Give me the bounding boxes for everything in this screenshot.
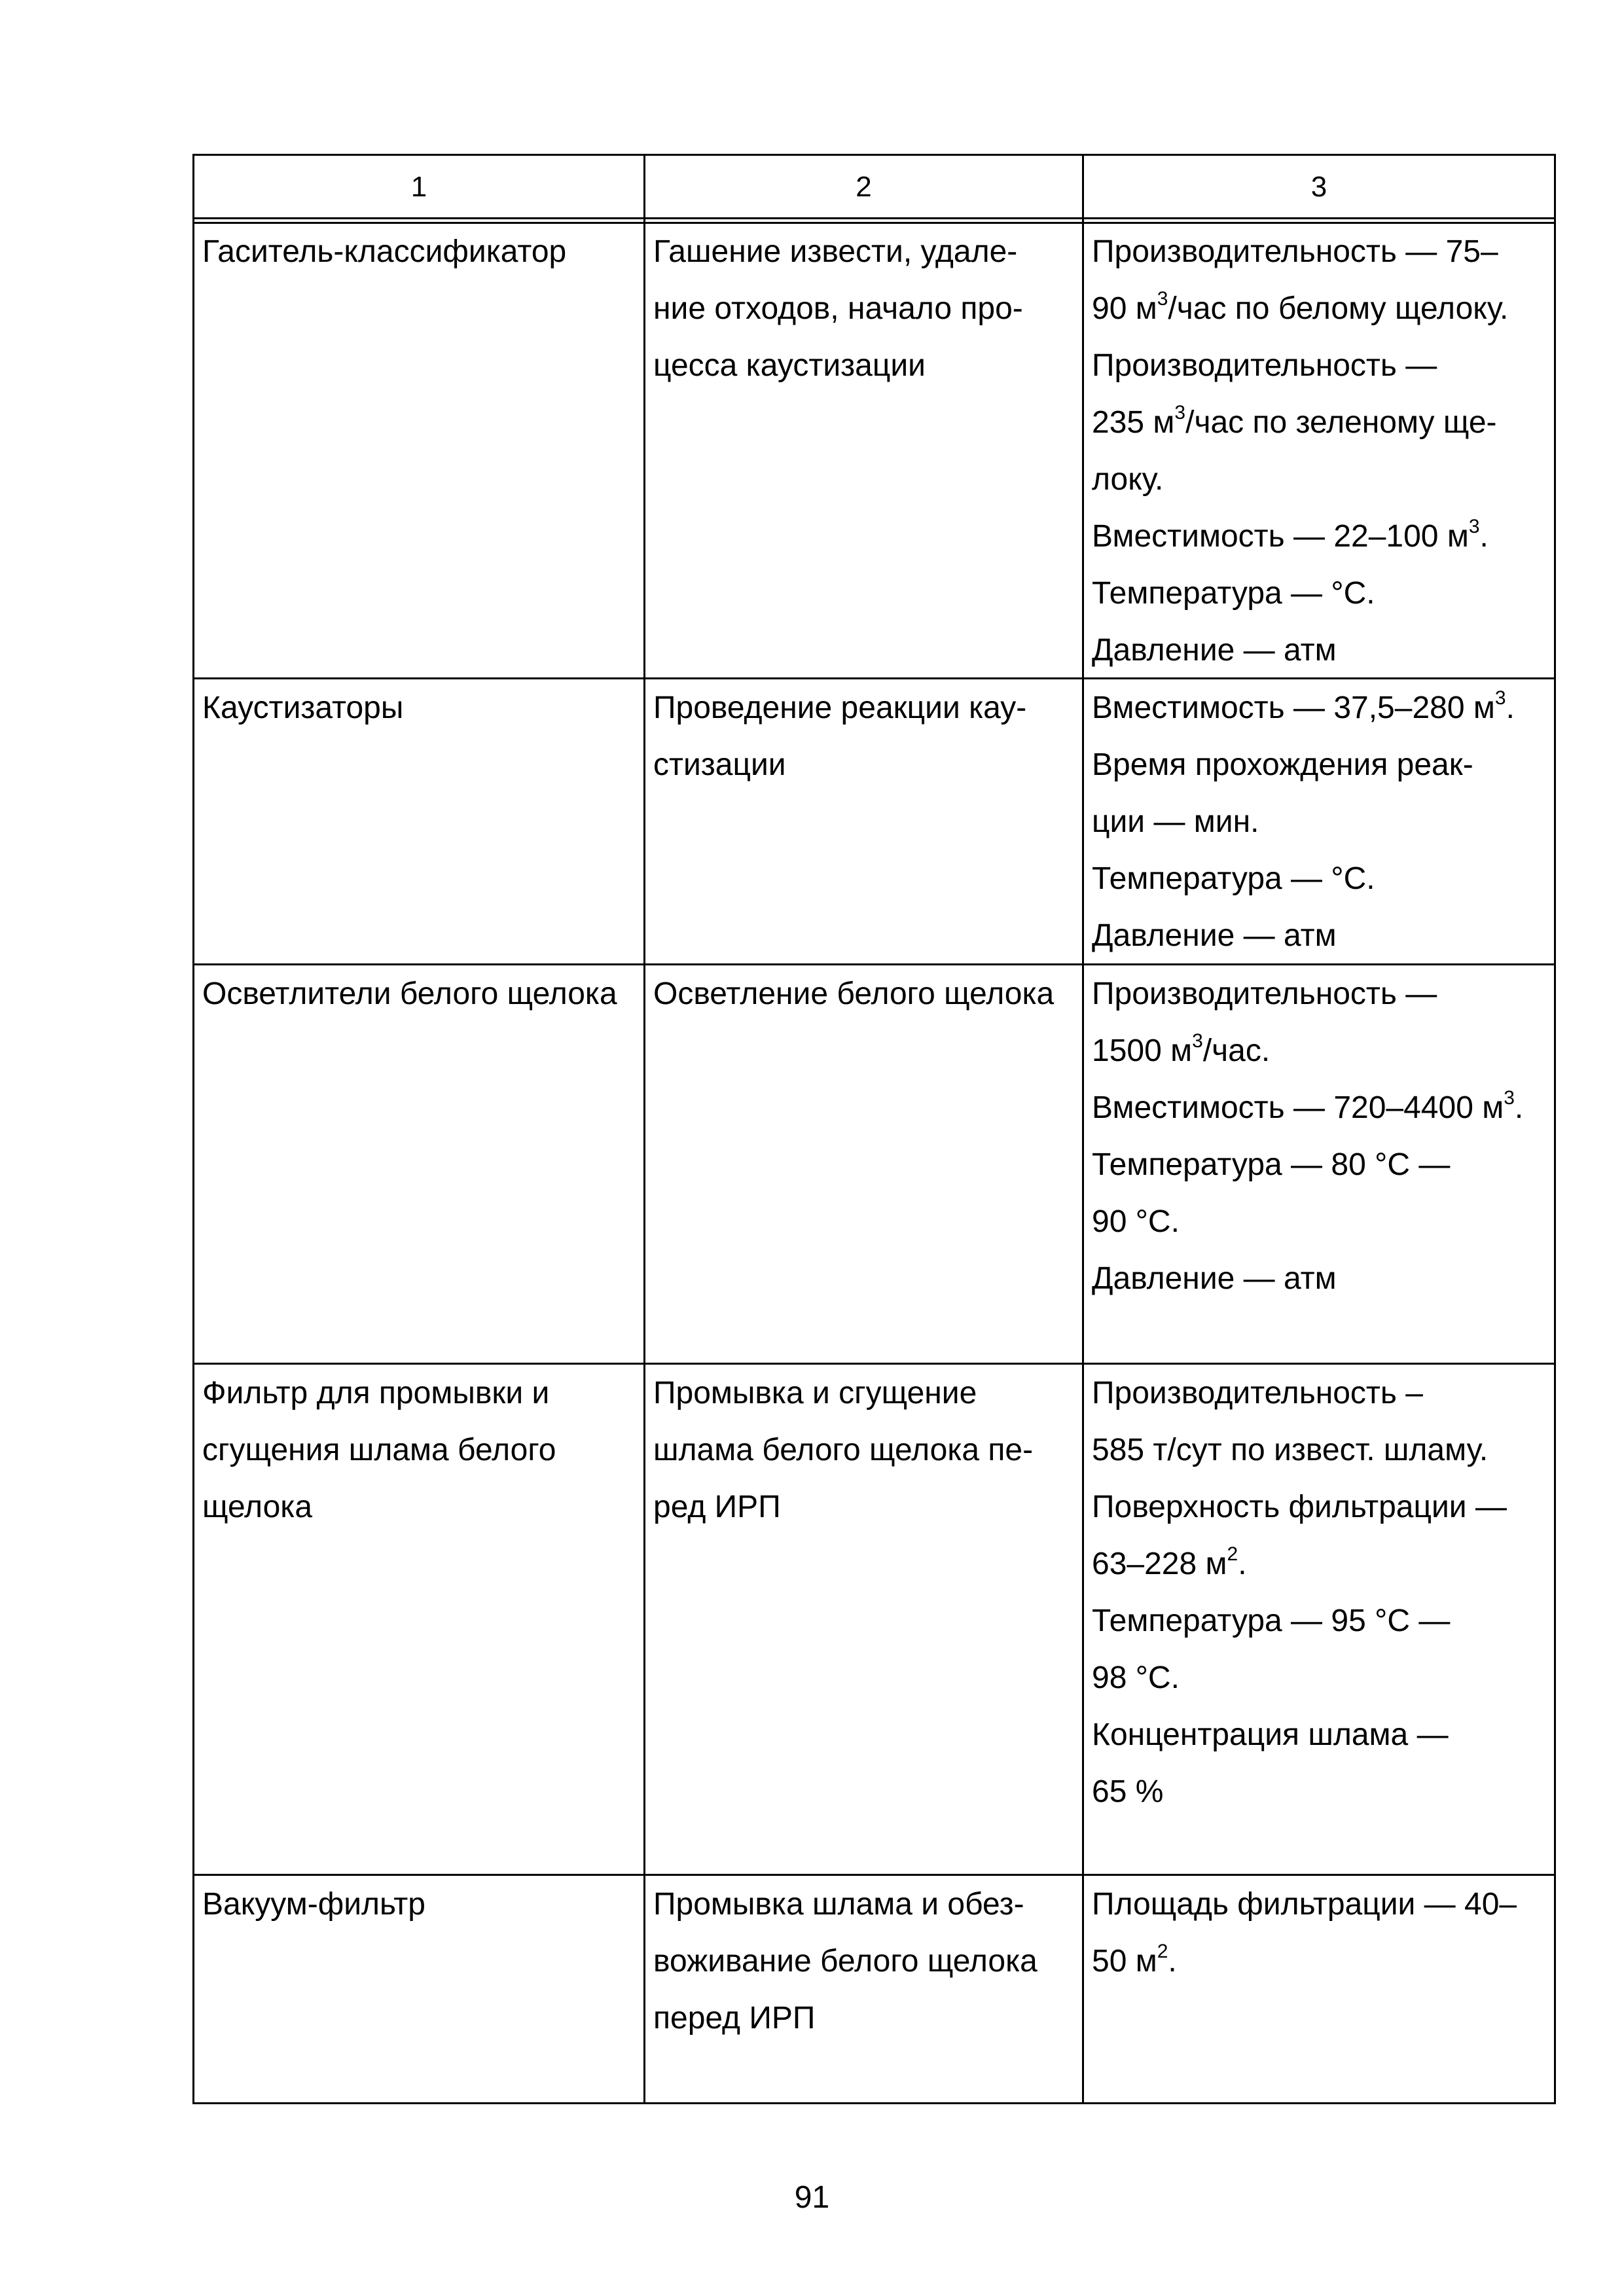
cell-line: Осветлители белого щелока — [202, 977, 617, 1011]
header-cell-2: 2 — [856, 171, 872, 203]
line-text: Производительность — — [1092, 348, 1437, 383]
line-text: 50 м — [1092, 1944, 1157, 1979]
row-4-col-3 — [1092, 1365, 1507, 1820]
line-text: ции — мин. — [1092, 804, 1259, 839]
row-5-col-1 — [202, 1876, 425, 1933]
row-4-col-1 — [202, 1365, 556, 1535]
line-text: Концентрация шлама — — [1092, 1717, 1449, 1752]
line-text: Вместимость — 22–100 м — [1092, 519, 1469, 554]
cell-line: Гаситель-классификатор — [202, 234, 567, 269]
cell-line — [1092, 793, 1515, 850]
line-text: Поверхность фильтрации — — [1092, 1490, 1507, 1524]
cell-line: Проведение реакции кау- — [653, 691, 1027, 725]
cell-line: сгущения шлама белого — [202, 1433, 556, 1467]
row-1-col-1 — [202, 223, 566, 280]
row-3-col-2 — [653, 965, 1054, 1022]
row-3-col-3 — [1092, 965, 1523, 1307]
cell-line — [1092, 1535, 1507, 1592]
line-text: 90 м — [1092, 291, 1157, 326]
cell-line: Промывка и сгущение — [653, 1376, 977, 1410]
line-text: Температура — 80 °С — — [1092, 1147, 1451, 1182]
line-text-after: . — [1479, 519, 1489, 554]
cell-line: Гашение извести, удале- — [653, 234, 1018, 269]
row-2-col-1 — [202, 679, 403, 736]
line-text: 65 % — [1092, 1774, 1164, 1809]
superscript: 2 — [1227, 1543, 1238, 1565]
cell-line — [1092, 907, 1515, 964]
line-text-after: . — [1168, 1944, 1177, 1979]
cell-line: Промывка шлама и обез- — [653, 1887, 1024, 1922]
cell-line — [1092, 1649, 1507, 1706]
line-text: 1500 м — [1092, 1033, 1193, 1068]
cell-line — [1092, 1079, 1523, 1136]
cell-line — [1092, 451, 1508, 508]
column-divider — [1082, 154, 1084, 2104]
cell-line — [1092, 1479, 1507, 1535]
table-left-border — [192, 154, 194, 2104]
cell-line: щелока — [202, 1490, 313, 1524]
line-text: Температура — °С. — [1092, 861, 1375, 896]
cell-line — [1092, 223, 1508, 280]
row-5-col-2 — [653, 1876, 1038, 2047]
line-text-after: /час по зеленому ще- — [1185, 405, 1497, 440]
row-1-col-2 — [653, 223, 1023, 394]
line-text: Температура — °С. — [1092, 576, 1375, 611]
line-text: 63–228 м — [1092, 1547, 1227, 1581]
cell-line — [1092, 1136, 1523, 1193]
row-4-col-2 — [653, 1365, 1033, 1535]
cell-line — [1092, 1422, 1507, 1479]
row-2-col-2 — [653, 679, 1026, 793]
table-bottom-border — [192, 2102, 1556, 2104]
cell-line — [1092, 622, 1508, 679]
line-text: Время прохождения реак- — [1092, 747, 1473, 782]
line-text: Площадь фильтрации — 40– — [1092, 1887, 1517, 1922]
cell-line — [1092, 850, 1515, 907]
line-text: Температура — 95 °С — — [1092, 1604, 1451, 1638]
line-text-after: . — [1514, 1090, 1524, 1125]
cell-line: цесса каустизации — [653, 348, 926, 383]
cell-line: воживание белого щелока — [653, 1944, 1038, 1979]
cell-line: перед ИРП — [653, 2001, 816, 2036]
cell-line — [1092, 1365, 1507, 1422]
cell-line: шлама белого щелока пе- — [653, 1433, 1034, 1467]
line-text: 235 м — [1092, 405, 1175, 440]
page-number: 91 — [794, 2180, 830, 2215]
cell-line — [1092, 280, 1508, 337]
row-5-col-3 — [1092, 1876, 1517, 1990]
line-text-after: . — [1238, 1547, 1247, 1581]
cell-line — [1092, 1763, 1507, 1820]
line-text: 98 °С. — [1092, 1660, 1180, 1695]
cell-line — [1092, 337, 1508, 394]
cell-line — [1092, 1592, 1507, 1649]
equipment-table — [192, 154, 1556, 2104]
cell-line: Фильтр для промывки и — [202, 1376, 550, 1410]
line-text-after: /час по белому щелоку. — [1168, 291, 1509, 326]
superscript: 2 — [1157, 1941, 1168, 1962]
cell-line — [1092, 736, 1515, 793]
cell-line — [1092, 1876, 1517, 1933]
cell-line — [1092, 679, 1515, 736]
cell-line: стизации — [653, 747, 786, 782]
line-text: 585 т/сут по извест. шламу. — [1092, 1433, 1489, 1467]
cell-line: Каустизаторы — [202, 691, 404, 725]
line-text: Производительность – — [1092, 1376, 1423, 1410]
superscript: 3 — [1504, 1087, 1515, 1109]
cell-line — [1092, 965, 1523, 1022]
cell-line — [1092, 1022, 1523, 1079]
line-text: локу. — [1092, 462, 1164, 497]
cell-line — [1092, 1193, 1523, 1250]
line-text-after: /час. — [1202, 1033, 1271, 1068]
line-text: Производительность — — [1092, 977, 1437, 1011]
cell-line: ние отходов, начало про- — [653, 291, 1023, 326]
cell-line: Осветление белого щелока — [653, 977, 1055, 1011]
line-text-after: . — [1506, 691, 1515, 725]
table-right-border — [1554, 154, 1556, 2104]
superscript: 3 — [1157, 288, 1168, 310]
column-divider — [643, 154, 645, 2104]
line-text: Производительность — 75– — [1092, 234, 1498, 269]
header-cell-1: 1 — [410, 171, 427, 203]
line-text: 90 °С. — [1092, 1204, 1180, 1239]
line-text: Давление — атм — [1092, 918, 1337, 953]
cell-line — [1092, 1250, 1523, 1307]
superscript: 3 — [1174, 402, 1186, 423]
line-text: Давление — атм — [1092, 633, 1337, 668]
cell-line — [1092, 394, 1508, 451]
line-text: Давление — атм — [1092, 1261, 1337, 1296]
header-cell-3: 3 — [1310, 171, 1327, 203]
line-text: Вместимость — 37,5–280 м — [1092, 691, 1495, 725]
row-3-col-1 — [202, 965, 617, 1022]
row-1-col-3 — [1092, 223, 1508, 679]
line-text: Вместимость — 720–4400 м — [1092, 1090, 1504, 1125]
superscript: 3 — [1494, 687, 1506, 709]
cell-line — [1092, 508, 1508, 565]
superscript: 3 — [1468, 516, 1480, 537]
cell-line: ред ИРП — [653, 1490, 781, 1524]
superscript: 3 — [1192, 1030, 1203, 1052]
cell-line — [1092, 1706, 1507, 1763]
cell-line — [1092, 565, 1508, 622]
cell-line — [1092, 1933, 1517, 1990]
row-2-col-3 — [1092, 679, 1515, 964]
cell-line: Вакуум-фильтр — [202, 1887, 425, 1922]
